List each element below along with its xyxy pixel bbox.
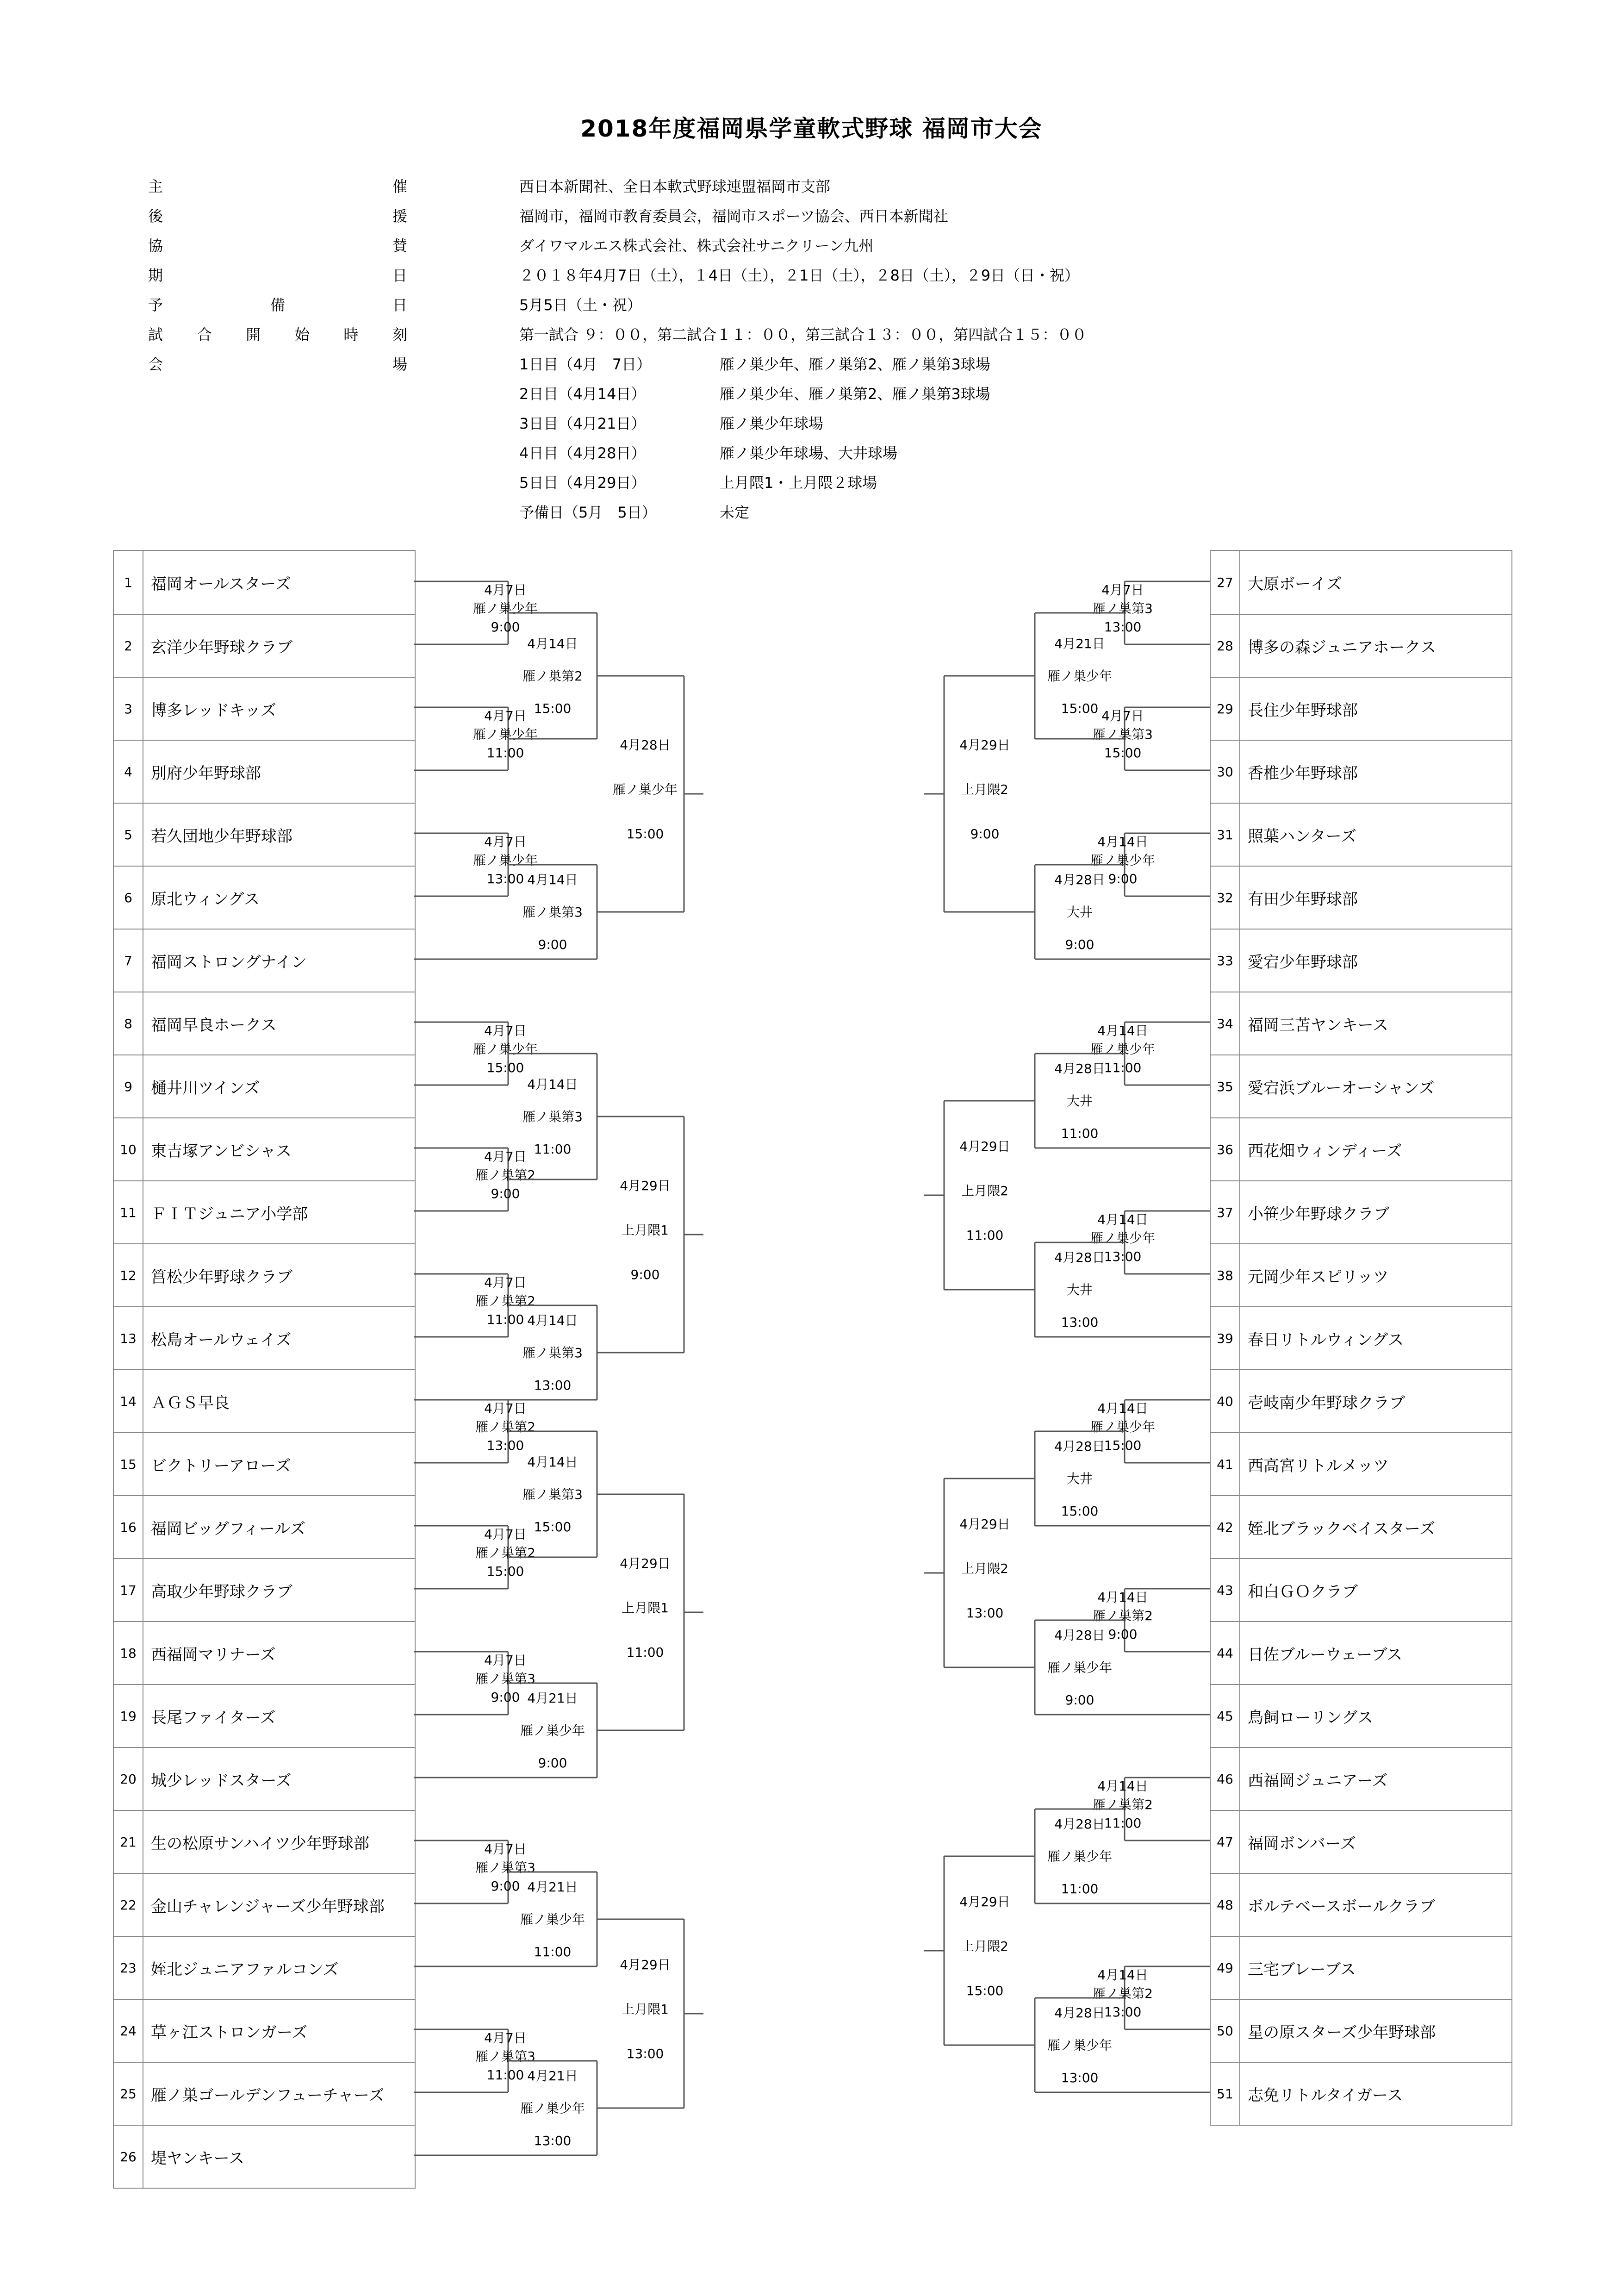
match-date: 4月7日 [484, 582, 527, 598]
team-name: 長尾ファイターズ [151, 1708, 276, 1727]
match-time: 13:00 [534, 2133, 572, 2148]
match-time: 11:00 [534, 1944, 572, 1959]
match-venue: 雁ノ巣第3 [1093, 727, 1153, 742]
team-name: 姪北ジュニアファルコンズ [151, 1960, 339, 1979]
match-venue: 雁ノ巣第3 [522, 1487, 583, 1502]
match-date: 4月14日 [1097, 1778, 1148, 1794]
team-number: 6 [114, 867, 143, 929]
page-title: 2018年度福岡県学童軟式野球 福岡市大会 [580, 115, 1043, 142]
match-venue: 雁ノ巣少年 [1047, 668, 1113, 684]
match-venue: 雁ノ巣少年 [520, 1723, 585, 1738]
info-value: 第一試合 ９：００，第二試合１１：００，第三試合１３：００，第四試合１５：００ [519, 326, 1087, 343]
team-number: 3 [114, 678, 143, 740]
match-date: 4月7日 [484, 708, 527, 724]
team-name: 福岡ボンバーズ [1248, 1834, 1356, 1853]
match-venue: 雁ノ巣少年 [473, 1042, 538, 1057]
team-name: 生の松原サンハイツ少年野球部 [151, 1834, 369, 1853]
team-number: 30 [1211, 741, 1240, 803]
team-number: 28 [1211, 615, 1240, 677]
venue-day: 3日目（4月21日） [519, 415, 646, 432]
team-name: 若久団地少年野球部 [151, 827, 292, 846]
team-name: 春日リトルウィングス [1248, 1330, 1404, 1349]
match-time: 15:00 [534, 1519, 572, 1535]
team-name: 小笹少年野球クラブ [1248, 1204, 1389, 1223]
team-number: 15 [114, 1433, 143, 1495]
match-date: 4月14日 [1097, 834, 1148, 849]
team-name: 鳥飼ローリングス [1248, 1708, 1373, 1727]
match-date: 4月14日 [527, 1313, 578, 1328]
venue-place: 雁ノ巣少年球場、大井球場 [720, 444, 898, 462]
match-time: 15:00 [534, 701, 572, 716]
venue-day: 1日目（4月 7日） [519, 356, 652, 373]
team-number: 14 [114, 1370, 143, 1432]
team-name: 城少レッドスターズ [151, 1771, 292, 1790]
match-date: 4月14日 [1097, 1023, 1148, 1038]
team-name: 三宅ブレーブス [1248, 1960, 1356, 1979]
match-time: 11:00 [1061, 1126, 1099, 1141]
match-time: 13:00 [1061, 1315, 1099, 1330]
team-number: 13 [114, 1307, 143, 1369]
match-time: 11:00 [1104, 1060, 1142, 1075]
team-name: 壱岐南少年野球クラブ [1248, 1393, 1405, 1412]
venue-day: 2日目（4月14日） [519, 385, 646, 403]
team-number: 41 [1211, 1433, 1240, 1495]
team-number: 37 [1211, 1181, 1240, 1243]
match-venue: 雁ノ巣少年 [1090, 1419, 1156, 1435]
match-venue: 上月隈2 [961, 1939, 1008, 1954]
match-venue: 上月隈2 [961, 1561, 1008, 1576]
match-venue: 雁ノ巣少年 [1047, 1660, 1113, 1675]
team-number: 47 [1211, 1811, 1240, 1873]
match-time: 11:00 [626, 1645, 664, 1660]
match-time: 9:00 [538, 1755, 567, 1771]
venue-day: 5日目（4月29日） [519, 474, 646, 492]
team-number: 11 [114, 1181, 143, 1243]
match-date: 4月21日 [527, 1879, 578, 1895]
info-value: 西日本新聞社、全日本軟式野球連盟福岡市支部 [519, 178, 831, 195]
info-label: 後 援 [148, 207, 407, 225]
team-number: 7 [114, 930, 143, 992]
team-name: 福岡ビッグフィールズ [151, 1519, 306, 1538]
info-label: 会 場 [148, 356, 407, 373]
team-name: 日佐ブルーウェーブス [1248, 1645, 1403, 1664]
team-name: ビクトリーアローズ [151, 1456, 291, 1475]
team-name: 照葉ハンターズ [1248, 827, 1356, 846]
match-time: 13:00 [1061, 2070, 1099, 2085]
team-name: 樋井川ツインズ [151, 1079, 260, 1098]
info-value: ２０１８年4月7日（土），１4日（土），２1日（土），２8日（土），２9日（日・祝） [519, 267, 1080, 284]
team-number: 45 [1211, 1685, 1240, 1747]
team-name: 福岡ストロングナイン [151, 953, 307, 972]
info-label: 試 合 開 始 時 刻 [148, 326, 407, 343]
info-label: 予 備 日 [148, 296, 407, 314]
match-date: 4月29日 [620, 1957, 671, 1972]
match-date: 4月29日 [959, 737, 1010, 753]
match-venue: 雁ノ巣第2 [1093, 1797, 1153, 1812]
match-time: 9:00 [970, 826, 1000, 842]
info-label: 期 日 [148, 267, 407, 284]
match-date: 4月7日 [1101, 708, 1144, 724]
match-time: 13:00 [486, 871, 524, 886]
team-name: 元岡少年スピリッツ [1248, 1267, 1389, 1286]
match-time: 11:00 [486, 2067, 524, 2083]
team-name: 雁ノ巣ゴールデンフューチャーズ [151, 2086, 385, 2105]
match-date: 4月7日 [484, 1275, 527, 1290]
match-date: 4月28日 [1054, 1628, 1105, 1643]
team-number: 8 [114, 992, 143, 1054]
team-name: 長住少年野球部 [1248, 701, 1358, 720]
match-date: 4月28日 [1054, 2005, 1105, 2021]
match-time: 13:00 [966, 1605, 1004, 1621]
team-name: 福岡三苫ヤンキース [1248, 1016, 1388, 1035]
team-number: 39 [1211, 1307, 1240, 1369]
match-venue: 雁ノ巣少年 [612, 782, 678, 797]
team-number: 5 [114, 804, 143, 866]
match-time: 13:00 [534, 1378, 572, 1393]
team-number: 34 [1211, 992, 1240, 1054]
match-venue: 雁ノ巣第3 [522, 905, 583, 920]
match-date: 4月21日 [527, 2068, 578, 2084]
match-time: 13:00 [626, 2046, 664, 2061]
match-venue: 雁ノ巣少年 [1047, 1849, 1113, 1864]
match-venue: 雁ノ巣第2 [475, 1293, 535, 1309]
match-time: 13:00 [1104, 619, 1142, 635]
team-name: 有田少年野球部 [1248, 890, 1358, 909]
match-date: 4月7日 [484, 1149, 527, 1164]
match-venue: 雁ノ巣第2 [475, 1167, 535, 1183]
match-time: 9:00 [1108, 1627, 1138, 1642]
team-name: 松島オールウェイズ [151, 1330, 292, 1349]
match-time: 11:00 [1104, 1816, 1142, 1831]
match-venue: 雁ノ巣第3 [1093, 601, 1153, 616]
team-number: 4 [114, 741, 143, 803]
match-time: 11:00 [534, 1142, 572, 1157]
team-number: 44 [1211, 1622, 1240, 1684]
team-number: 32 [1211, 867, 1240, 929]
team-number: 21 [114, 1811, 143, 1873]
match-date: 4月21日 [1054, 636, 1105, 651]
team-name: 草ヶ江ストロンガーズ [151, 2023, 308, 2042]
venue-place: 雁ノ巣少年球場 [720, 415, 824, 432]
team-number: 38 [1211, 1244, 1240, 1306]
team-name: 志免リトルタイガース [1248, 2086, 1403, 2105]
match-time: 9:00 [1108, 871, 1138, 886]
info-label: 主 催 [148, 178, 407, 195]
match-date: 4月7日 [1101, 582, 1144, 598]
team-number: 50 [1211, 2000, 1240, 2062]
team-number: 23 [114, 1937, 143, 1999]
match-time: 9:00 [491, 1878, 520, 1894]
venue-place: 上月隈1・上月隈２球場 [720, 474, 877, 492]
team-number: 26 [114, 2126, 143, 2188]
match-date: 4月7日 [484, 1841, 527, 1857]
match-venue: 大井 [1066, 1282, 1093, 1298]
team-name: 西花畑ウィンディーズ [1248, 1142, 1402, 1160]
match-date: 4月14日 [527, 1454, 578, 1470]
match-venue: 雁ノ巣第2 [475, 1419, 535, 1435]
team-name: 金山チャレンジャーズ少年野球部 [151, 1897, 385, 1916]
team-name: 博多レッドキッズ [151, 701, 276, 720]
match-date: 4月28日 [1054, 1061, 1105, 1076]
team-number: 33 [1211, 930, 1240, 992]
team-name: 西福岡マリナーズ [151, 1645, 276, 1664]
match-date: 4月28日 [620, 737, 671, 753]
match-time: 13:00 [1104, 1249, 1142, 1264]
match-time: 13:00 [1104, 2004, 1142, 2020]
match-date: 4月29日 [620, 1178, 671, 1193]
team-number: 42 [1211, 1496, 1240, 1558]
match-venue: 大井 [1066, 1471, 1093, 1486]
team-number: 40 [1211, 1370, 1240, 1432]
match-time: 9:00 [491, 619, 520, 635]
team-number: 19 [114, 1685, 143, 1747]
match-venue: 上月隈1 [622, 1600, 669, 1616]
match-time: 15:00 [1061, 701, 1099, 716]
match-date: 4月14日 [1097, 1967, 1148, 1983]
match-date: 4月28日 [1054, 1816, 1105, 1832]
team-number: 49 [1211, 1937, 1240, 1999]
match-date: 4月7日 [484, 1527, 527, 1542]
match-time: 15:00 [1104, 745, 1142, 761]
match-venue: 雁ノ巣第2 [522, 668, 583, 684]
match-venue: 雁ノ巣第3 [475, 2049, 535, 2064]
team-name: ＦＩＴジュニア小学部 [151, 1204, 308, 1223]
match-venue: 大井 [1066, 1093, 1093, 1109]
match-date: 4月14日 [1097, 1212, 1148, 1227]
team-number: 10 [114, 1118, 143, 1180]
team-name: 原北ウィングス [151, 890, 260, 909]
match-date: 4月28日 [1054, 872, 1105, 887]
team-number: 25 [114, 2063, 143, 2125]
match-venue: 雁ノ巣少年 [1090, 1230, 1156, 1246]
match-date: 4月29日 [959, 1894, 1010, 1909]
match-time: 11:00 [1061, 1881, 1099, 1897]
team-number: 9 [114, 1055, 143, 1117]
team-name: 香椎少年野球部 [1248, 764, 1358, 783]
match-time: 9:00 [1065, 937, 1094, 952]
match-venue: 雁ノ巣第3 [475, 1860, 535, 1875]
team-name: 西高宮リトルメッツ [1248, 1456, 1389, 1475]
match-date: 4月7日 [484, 1653, 527, 1668]
match-date: 4月28日 [1054, 1250, 1105, 1265]
match-time: 13:00 [486, 1438, 524, 1453]
team-number: 31 [1211, 804, 1240, 866]
match-venue: 雁ノ巣少年 [473, 727, 538, 742]
match-venue: 雁ノ巣少年 [520, 1912, 585, 1927]
match-time: 15:00 [966, 1983, 1004, 1998]
team-name: 星の原スターズ少年野球部 [1248, 2023, 1436, 2042]
info-value: ダイワマルエス株式会社、株式会社サニクリーン九州 [519, 237, 874, 255]
team-number: 46 [1211, 1748, 1240, 1810]
team-number: 17 [114, 1559, 143, 1621]
match-venue: 雁ノ巣第3 [522, 1109, 583, 1124]
team-number: 43 [1211, 1559, 1240, 1621]
team-number: 18 [114, 1622, 143, 1684]
team-number: 48 [1211, 1874, 1240, 1936]
match-time: 9:00 [491, 1186, 520, 1201]
team-name: 和白ＧＯクラブ [1248, 1582, 1358, 1601]
info-value: 5月5日（土・祝） [519, 296, 642, 314]
match-venue: 上月隈2 [961, 782, 1008, 797]
team-name: 大原ボーイズ [1248, 574, 1342, 593]
team-name: 愛宕浜ブルーオーシャンズ [1248, 1079, 1435, 1098]
match-venue: 雁ノ巣少年 [473, 853, 538, 868]
match-time: 11:00 [486, 1312, 524, 1327]
match-venue: 大井 [1066, 905, 1093, 920]
match-date: 4月14日 [527, 872, 578, 887]
venue-place: 未定 [720, 504, 750, 521]
match-venue: 雁ノ巣第2 [1093, 1986, 1153, 2001]
match-time: 15:00 [1061, 1504, 1099, 1519]
match-date: 4月7日 [484, 2030, 527, 2046]
match-date: 4月21日 [527, 1691, 578, 1706]
team-name: 愛宕少年野球部 [1248, 953, 1358, 972]
team-name: 筥松少年野球クラブ [151, 1267, 292, 1286]
match-time: 9:00 [630, 1267, 660, 1282]
match-venue: 雁ノ巣第3 [522, 1345, 583, 1360]
match-venue: 上月隈2 [961, 1183, 1008, 1198]
match-date: 4月29日 [959, 1139, 1010, 1154]
venue-day: 4日目（4月28日） [519, 444, 646, 462]
team-name: ボルテベースボールクラブ [1248, 1897, 1435, 1916]
team-name: 別府少年野球部 [151, 764, 261, 783]
team-number: 2 [114, 615, 143, 677]
team-number: 24 [114, 2000, 143, 2062]
match-venue: 雁ノ巣少年 [473, 601, 538, 616]
match-venue: 雁ノ巣少年 [1090, 1042, 1156, 1057]
team-number: 51 [1211, 2063, 1240, 2125]
match-date: 4月14日 [527, 636, 578, 651]
match-date: 4月29日 [959, 1516, 1010, 1532]
match-date: 4月7日 [484, 1023, 527, 1038]
team-number: 16 [114, 1496, 143, 1558]
team-number: 20 [114, 1748, 143, 1810]
team-name: 姪北ブラックベイスターズ [1248, 1519, 1436, 1538]
team-name: ＡＧＳ早良 [151, 1393, 230, 1412]
match-time: 15:00 [486, 1060, 524, 1075]
match-venue: 雁ノ巣第2 [475, 1545, 535, 1560]
team-number: 27 [1211, 551, 1240, 614]
team-number: 29 [1211, 678, 1240, 740]
match-venue: 上月隈1 [622, 1223, 669, 1238]
match-time: 11:00 [966, 1228, 1004, 1243]
team-name: 西福岡ジュニアーズ [1248, 1771, 1388, 1790]
info-value: 福岡市，福岡市教育委員会，福岡市スポーツ協会、西日本新聞社 [519, 207, 948, 225]
match-date: 4月29日 [620, 1556, 671, 1571]
match-time: 15:00 [626, 826, 664, 842]
match-time: 15:00 [486, 1564, 524, 1579]
team-number: 12 [114, 1244, 143, 1306]
team-number: 36 [1211, 1118, 1240, 1180]
match-venue: 上月隈1 [622, 2002, 669, 2017]
team-name: 堤ヤンキース [151, 2149, 244, 2168]
team-number: 1 [114, 551, 143, 614]
team-name: 高取少年野球クラブ [151, 1582, 292, 1601]
match-time: 9:00 [491, 1690, 520, 1705]
team-name: 東吉塚アンビシャス [151, 1142, 292, 1160]
venue-place: 雁ノ巣少年、雁ノ巣第2、雁ノ巣第3球場 [720, 356, 990, 373]
match-time: 9:00 [1065, 1692, 1094, 1708]
match-venue: 雁ノ巣少年 [1090, 853, 1156, 868]
match-venue: 雁ノ巣少年 [1047, 2038, 1113, 2053]
match-time: 9:00 [538, 937, 567, 952]
match-date: 4月7日 [484, 834, 527, 849]
info-label: 協 賛 [148, 237, 407, 255]
match-time: 15:00 [1104, 1438, 1142, 1453]
match-date: 4月7日 [484, 1401, 527, 1416]
team-number: 35 [1211, 1055, 1240, 1117]
team-name: 玄洋少年野球クラブ [151, 638, 292, 657]
match-date: 4月28日 [1054, 1439, 1105, 1454]
team-name: 福岡オールスターズ [151, 574, 291, 593]
team-number: 22 [114, 1874, 143, 1936]
team-name: 博多の森ジュニアホークス [1248, 638, 1436, 657]
match-date: 4月14日 [1097, 1401, 1148, 1416]
match-date: 4月14日 [1097, 1590, 1148, 1605]
match-venue: 雁ノ巣少年 [520, 2101, 585, 2116]
match-time: 11:00 [486, 745, 524, 761]
match-venue: 雁ノ巣第3 [475, 1671, 535, 1686]
venue-place: 雁ノ巣少年、雁ノ巣第2、雁ノ巣第3球場 [720, 385, 990, 403]
venue-day: 予備日（5月 5日） [519, 504, 657, 521]
team-name: 福岡早良ホークス [151, 1016, 277, 1035]
match-venue: 雁ノ巣第2 [1093, 1608, 1153, 1623]
match-date: 4月14日 [527, 1077, 578, 1092]
